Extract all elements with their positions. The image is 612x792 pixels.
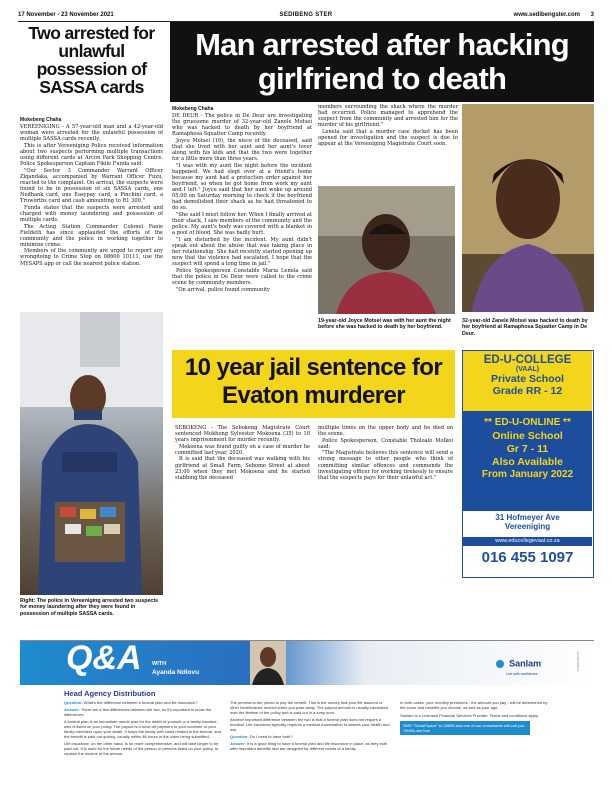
paragraph: Lenela said that a murder case docket has been opened for investigation and the suspect is due to appear at the Vereeniging Magistrate Court soon. [318, 128, 458, 148]
ad-website-bar[interactable] [463, 537, 592, 546]
qa-item [230, 700, 392, 715]
paragraph: "On arrival, police found community [176, 286, 270, 293]
paragraph: members surrounding the shack where the murder had occurred. Police managed to apprehend the suspect from the community and arrested him for the murder of his girlfriend." [318, 104, 458, 129]
zanele-photo [462, 104, 594, 312]
qa-side-label: ADVERTORIAL [576, 651, 580, 673]
qa-item [400, 713, 550, 718]
host-photo [250, 641, 286, 685]
sms-cta[interactable]: SMS "SocialSpace" to 33806 and one of our consultants will call you. [403, 723, 526, 728]
paper-name: SEDIBENG STER [279, 12, 333, 18]
sms-box[interactable] [400, 721, 530, 735]
school-sub: (VAAL) [515, 366, 540, 373]
murder-headline-band [170, 22, 594, 102]
evaton-col-2 [318, 425, 453, 555]
qa-logo: Q&A [66, 639, 142, 677]
paragraph: DE DEUR - The police in De Deur are investigating the gruesome murder of 32-year-old Zanele Motsei who was hacked to death by her boyfriend at Ramaphosa Squatter Camp recently. [172, 113, 312, 138]
paragraph: multiple times on the upper body and he died on the scene. [318, 425, 453, 438]
qa-item [400, 700, 550, 710]
paragraph: It is said that the deceased was walking with his girlfriend at Small Farm, Sebome Street at about 23:00 when they met Mokoena and he started stabbing the deceased [175, 456, 310, 481]
paragraph: Joyce Motsei (19), the niece of the deceased, said that she lived with her aunt and her aunt's lover along with his kids and that the two were together for a little more than three years. [172, 137, 312, 163]
qa-host-name: Ayanda Ndlovu [152, 669, 200, 676]
qa-item [64, 741, 222, 756]
online-sub: Online School [492, 430, 563, 442]
availability: Also Available [492, 456, 563, 468]
qa-text: There are a few differences between the two, so it's important to know the differences. [64, 707, 212, 717]
qa-text: Sanlam is a Licensed Financial Services Provider. Terms and conditions apply. [400, 713, 539, 718]
paragraph: Members of the community are urged to report any wrongdoing to Crime Stop on 08600 10111, use the MYSAPS app or call the nearest police station. [20, 248, 163, 267]
online-title: ** ED-U-ONLINE ** [484, 417, 571, 428]
paragraph: "I was with my aunt the night before the incident happened. We had slept over at a friend's home because my aunt had a protection order against her boyfriend, so when he got home from work my aunt and I left." Joyce said that her aunt woke up around 05:00 on Saturday morning to check if the boyfriend had demolished their shack as he had threatened to do so. [172, 162, 312, 212]
sanlam-name: Sanlam [509, 658, 542, 669]
qa-text: A funeral plan is an immediate needs plan for the death of yourself or a family member, who is listed on your policy. The payout is a once-off payment to your nominee or your family members upon your death. It helps the family with costs related to the funeral, and the benefit is paid out quickly, usually within 48 hours of the claim being submitted. [64, 719, 221, 739]
qa-item [230, 741, 392, 751]
qa-text: Do I need to have both? [249, 734, 293, 739]
address-line-2: Vereeniging [504, 522, 551, 531]
school-name: ED-U-COLLEGE [483, 354, 572, 366]
qa-col-3 [400, 700, 550, 786]
page-number: 3 [590, 12, 594, 18]
qa-item [230, 734, 392, 739]
paragraph: VEREENIGING - A 57-year-old man and a 42-year-old woman were arrested for the unlawful possession of multiple SASSA cards recently. [20, 124, 163, 143]
police-cards-photo [20, 312, 163, 595]
qa-item [64, 700, 222, 705]
paper-website: www.sedibengster.com [513, 12, 580, 18]
issue-date: 17 November - 23 November 2021 [18, 12, 114, 18]
qa-text: What's the difference between a funeral plan and life insurance? [83, 700, 198, 705]
edu-college-ad[interactable] [462, 350, 594, 578]
page-header [18, 10, 594, 22]
sanlam-logo-icon [496, 660, 504, 668]
qa-col-1 [64, 700, 222, 786]
paragraph: "She said I must follow her. When I finally arrived at their shack, I saw members of the community and the police. My aunt's body was covered with a blanket in a pool of blood. She was badly hurt. [172, 212, 312, 237]
sassa-headline: Two arrested for unlawful possession of SASSA cards [28, 23, 155, 97]
paragraph: Mokoena was found guilty on a case of murder he committed last year, 2020. [175, 443, 310, 456]
evaton-headline-band [172, 350, 455, 418]
qa-item [230, 717, 392, 732]
qa-label: Question: [64, 700, 83, 705]
qa-item [64, 707, 222, 717]
qa-item [64, 719, 222, 739]
sassa-byline: Mokebeng Chaha [20, 117, 62, 123]
ad-address [463, 513, 592, 531]
murder-byline: Mokebeng Chaha [172, 106, 214, 112]
sanlam-tagline: Live with confidence [506, 672, 538, 676]
paragraph: "I am disturbed by the incident. My aunt didn't speak out about the abuse that was taking place in her relationship. She had recently started opening up now that the violence had escalated. I hope that the suspect will spend a long time in jail." [172, 236, 312, 268]
paragraph: This is after Vereeniging Police received information about two suspects performing multiple transactions using different cards at Arcon Park Shopping Centre. Police Spokesperson Captain Fikile Funda said: [20, 142, 163, 168]
paragraph: "Our Sector 3 Commander Warrant Officer Ziqandaka, accompanied by Warrant Officer Fuzu, reacted to the complaint. On arrival, the suspects were found to be in possession of six SASSA cards, one Nedbank card, one Easypay card, a Pinchini card, a Truworths card and cash amounting to R1 300." [20, 167, 163, 205]
online-grades: Gr 7 - 11 [506, 443, 549, 455]
ad-phone[interactable]: 016 455 1097 [481, 549, 574, 566]
paragraph: "The Magistrate believes this sentence will send a strong message to other people who think of committing similar offences and commends the investigating officer for working tirelessly to ensure that the suspects pays for their unlawful act." [318, 450, 453, 481]
paragraph: Police Spokesperson Constable Maria Lenela said that the police in De Deur were called to the crime scene by community members. [172, 267, 312, 287]
address-line-1: 31 Hofmeyer Ave [495, 513, 560, 522]
qa-text: Life insurance, on the other hand, is for more comprehensive, and will take longer to be paid out. It is used for the future needs of the person or persons listed on your policy, to replace the income of the person. [64, 741, 219, 756]
qa-text: The premiums are priced to pay the benefit. This is the money that your life assured or other beneficiaries receive when you pass away. The payout amount is usually calculated over the lifetime of the policy and is paid out in a lump sum. [230, 700, 388, 715]
qa-label: Question: [230, 734, 249, 739]
sassa-photo-caption: Right: The police in Vereeniging arrested two suspects for money laundering after they were found in possession of multiple SASSA cards. [20, 598, 159, 617]
qa-section-title: Head Agency Distribution [64, 689, 156, 698]
joyce-caption: 19-year-old Joyce Motsei was with her aunt the night before she was hacked to death by her boyfriend. [318, 318, 451, 331]
qa-label: Answer: [230, 741, 246, 746]
murder-col-2 [318, 104, 458, 182]
sanlam-brand[interactable] [496, 653, 566, 676]
paragraph: SEBOKENG - The Sebokeng Magistrate Court sentenced Mokhong Sylvester Mokoena (35) to 10 years imprisonment for murder recently. [175, 425, 310, 444]
ad-middle-band [463, 411, 592, 511]
evaton-col-1 [175, 425, 310, 555]
qa-text: Another important difference between the two is that a funeral plan does not require a medical. Life insurance typically requires a medical examination to assess your health and risk. [230, 717, 390, 732]
zanele-caption: 32-year-old Zanele Motsei was hacked to death by her boyfriend at Ramaphosa Squatter Camp in De Deur. [462, 318, 588, 337]
paragraph: Police Spokesperson, Constable Tholoalo Molkoi said: [318, 437, 453, 450]
ad-website[interactable]: www.educollegevaal.co.za [495, 538, 560, 544]
paragraph: The Acting Station Commander Colonel Fanie Fieldeth has since applauded the efforts of the community and the police in working together to minimize crime. [20, 223, 163, 248]
murder-headline: Man arrested after hacking girlfriend to death [195, 27, 569, 96]
qa-label: Answer: [64, 707, 80, 712]
start-date: From January 2022 [481, 469, 574, 480]
ad-top-band [463, 351, 592, 411]
school-grades: Grade RR - 12 [492, 385, 563, 397]
sms-note: *SMSs are free [403, 728, 431, 733]
qa-with-label: WITH [152, 661, 167, 667]
qa-col-2 [230, 700, 392, 786]
paragraph: Funda states that the suspects were arrested and charged with money laundering and possession of multiple cards. [20, 204, 163, 223]
qa-text: In both cases, your monthly premiums - the amount you pay - will be determined by the cover and benefits you choose, as well as your age. [400, 700, 548, 710]
joyce-photo [318, 186, 455, 314]
evaton-headline: 10 year jail sentence for Evaton murderer [184, 354, 443, 409]
school-type: Private School [491, 373, 564, 385]
qa-text: It is a good thing to have a funeral plan and life insurance in place, as they both offer important benefits and are designed for different needs of a family. [230, 741, 388, 751]
sassa-article-body [20, 124, 163, 309]
qa-advertorial [20, 640, 594, 788]
